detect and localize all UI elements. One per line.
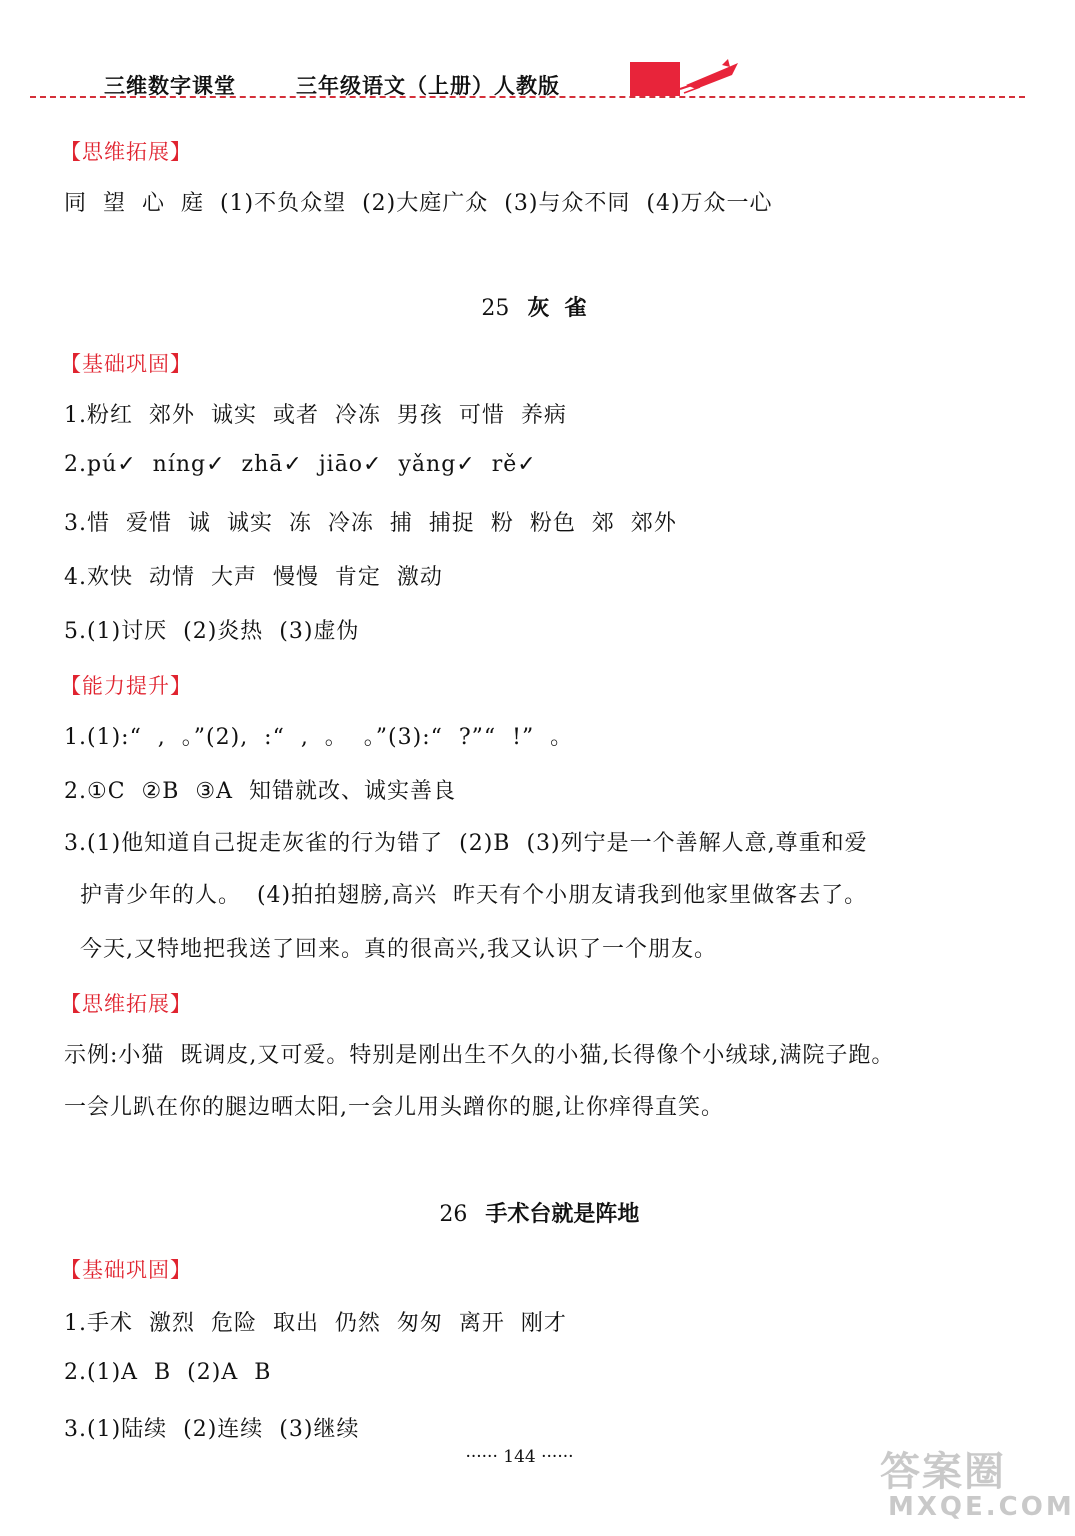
answer-line: 护青少年的人。 (4)拍拍翅膀,高兴 昨天有个小朋友请我到他家里做客去了。 (64, 883, 868, 908)
answer-line: 1.手术 激烈 危险 取出 仍然 匆匆 离开 刚才 (64, 1311, 567, 1336)
answer-line: 2.(1)A B (2)A B (64, 1360, 272, 1385)
answer-line: 2.①C ②B ③A 知错就改、诚实善良 (64, 779, 457, 804)
book-title: 三年级语文（上册）人教版 (296, 74, 560, 98)
section-label-thinking: 【思维拓展】 (60, 992, 192, 1016)
answer-line: 2.pú✓ níng✓ zhā✓ jiāo✓ yǎng✓ rě✓ (64, 452, 537, 477)
section-label-basics: 【基础巩固】 (60, 1258, 192, 1282)
answer-line: 4.欢快 动情 大声 慢慢 肯定 激动 (64, 565, 443, 590)
series-title: 三维数字课堂 (104, 74, 236, 98)
lesson-26-heading (424, 1172, 639, 1228)
answer-line: 3.(1)他知道自己捉走灰雀的行为错了 (2)B (3)列宁是一个善解人意,尊重和爱 (64, 831, 868, 856)
lesson-number: 25 (481, 296, 510, 321)
section-label-ability: 【能力提升】 (60, 674, 192, 698)
section-label-thinking: 【思维拓展】 (60, 140, 192, 164)
page-header (0, 0, 1039, 110)
answer-line: 1.(1):“ , 。”(2), :“ , 。 。”(3):“ ?”“ !” 。 (64, 725, 574, 750)
answer-line: 同 望 心 庭 (1)不负众望 (2)大庭广众 (3)与众不同 (4)万众一心 (64, 191, 773, 216)
watermark-text: 答案圈 (880, 1449, 1006, 1495)
answer-line: 示例:小猫 既调皮,又可爱。特别是刚出生不久的小猫,长得像个小绒球,满院子跑。 (64, 1043, 895, 1068)
watermark-logo (880, 1440, 1075, 1530)
answer-line: 5.(1)讨厌 (2)炎热 (3)虚伪 (64, 619, 360, 644)
answer-line: 3.(1)陆续 (2)连续 (3)继续 (64, 1417, 360, 1442)
lesson-number: 26 (439, 1202, 468, 1227)
answer-line: 今天,又特地把我送了回来。真的很高兴,我又认识了一个朋友。 (64, 937, 717, 962)
section-label-basics: 【基础巩固】 (60, 352, 192, 376)
watermark-url: MXQE.COM (888, 1492, 1075, 1522)
answer-line: 3.惜 爱惜 诚 诚实 冻 冷冻 捕 捕捉 粉 粉色 郊 郊外 (64, 511, 677, 536)
lesson-title: 手术台就是阵地 (485, 1202, 640, 1227)
header-red-block (630, 62, 680, 96)
answer-line: 1.粉红 郊外 诚实 或者 冷冻 男孩 可惜 养病 (64, 403, 567, 428)
header-divider (30, 96, 1025, 98)
rocket-icon (676, 55, 746, 95)
lesson-title: 灰 雀 (527, 296, 587, 321)
answer-line: 一会儿趴在你的腿边晒太阳,一会儿用头蹭你的腿,让你痒得直笑。 (64, 1095, 724, 1120)
page-number: ······ 144 ······ (465, 1447, 574, 1467)
lesson-25-heading (466, 266, 587, 322)
